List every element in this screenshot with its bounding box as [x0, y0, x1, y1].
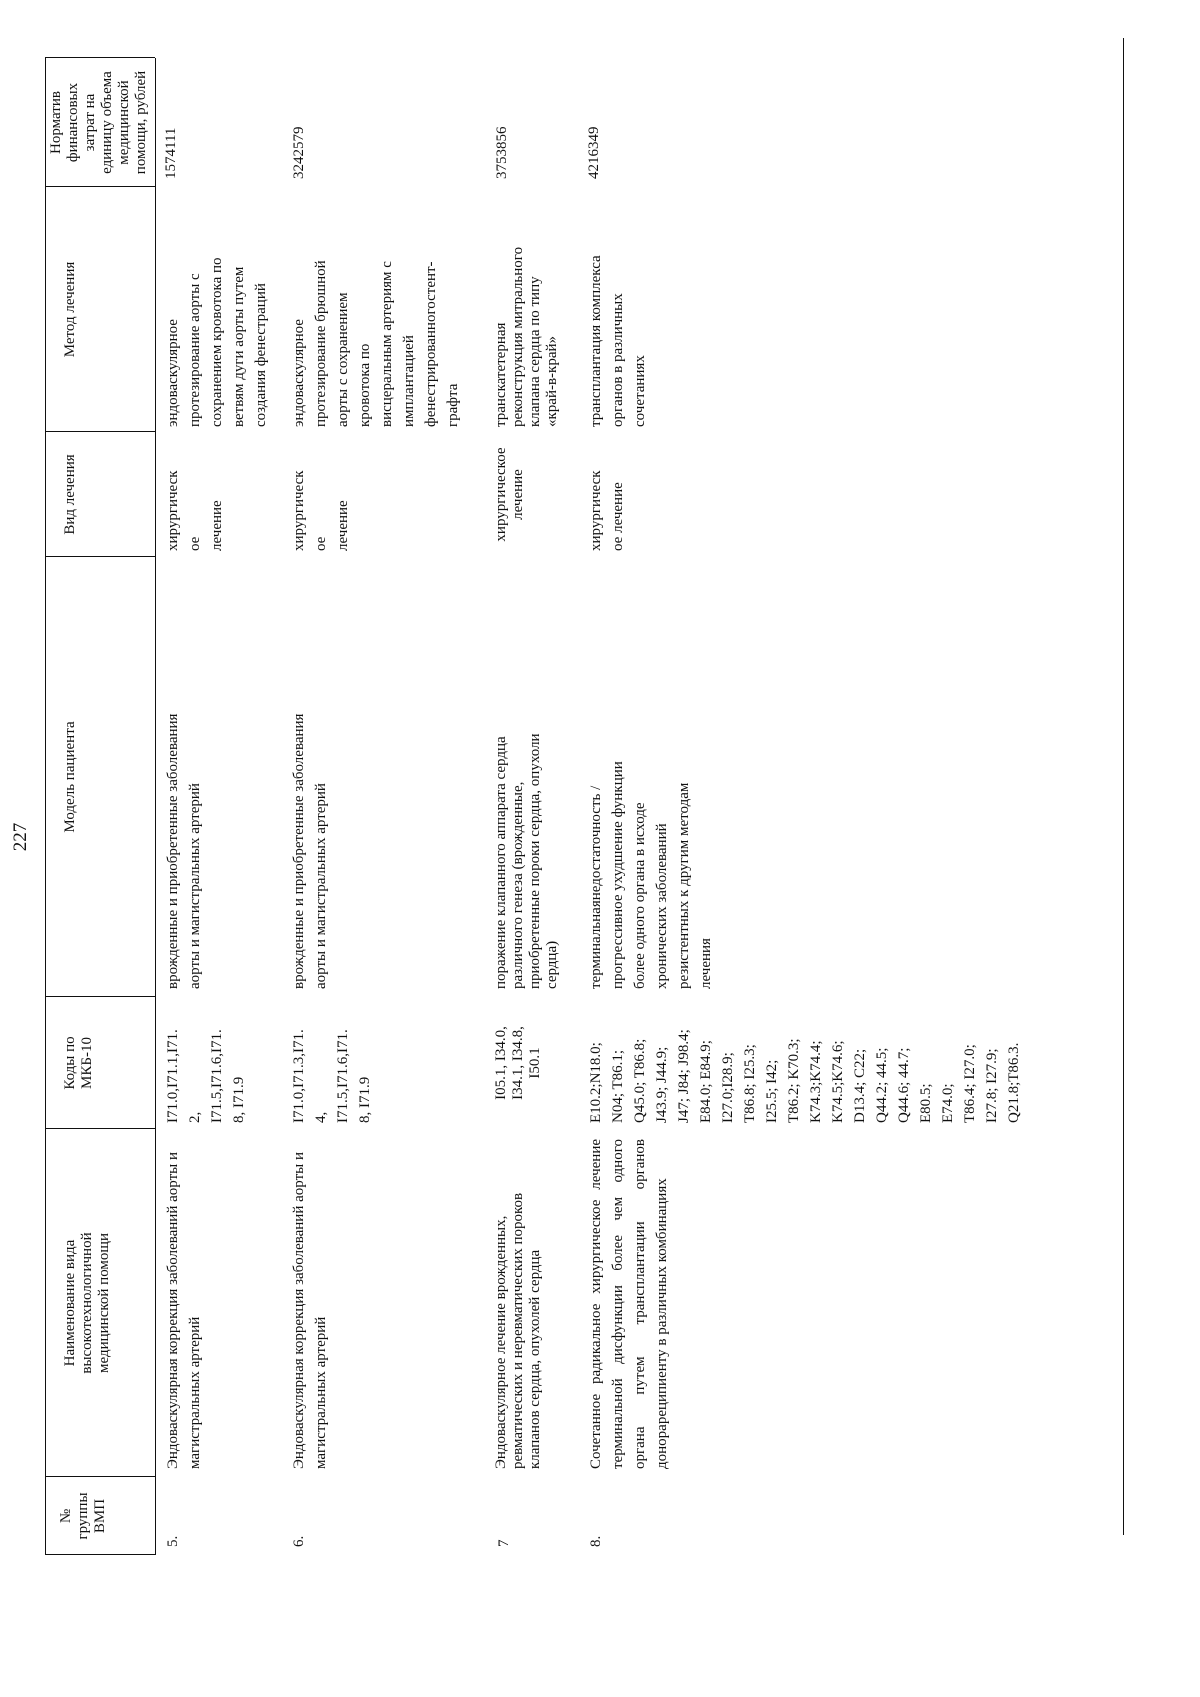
row-group-no: 7 — [496, 1539, 512, 1547]
row-method: транскатетерная реконструкция митрального клапана сердца по типу «край-в-край» — [493, 246, 560, 427]
row-norm: 4216349 — [586, 126, 602, 179]
header-bottom-line — [155, 58, 156, 1555]
header-codes: Коды по МКБ-10 — [62, 1036, 95, 1090]
row-norm: 3242579 — [291, 126, 307, 179]
row-treatment-type: хирургическ ое лечение — [588, 470, 626, 551]
header-group-no: № группы ВМП — [58, 1492, 108, 1540]
table-bottom-line — [1123, 38, 1124, 1535]
row-codes: I71.0,I71.1,I71. 2, I71.5,I71.6,I71. 8, I71.9 — [165, 1029, 247, 1123]
row-treatment-type: хирургическое лечение — [493, 447, 526, 542]
row-norm: 1574111 — [163, 127, 179, 179]
row-group-no: 6. — [291, 1535, 307, 1547]
row-codes: E10.2;N18.0; N04; T86.1; Q45.0; T86.8; J43.9; J44.9; J47; J84; J98.4; E84.0; E84.9; I27.0;I28.9; T86.8; I25.3; I25.5; I42; T86.2; K70.3; K74.3;K74.4; K74.5;K74.6; D13.4; C22; Q44.2; 44.5; Q44.6; 44.7; E80.5; E74.0; T86.4; I27.0; I27.8; I27.9; Q21.8;T86.3. — [588, 1029, 1022, 1123]
row-treatment-type: хирургическ ое лечение — [291, 470, 351, 551]
row-patient-model: врожденные и приобретенные заболевания аорты и магистральных артерий — [291, 713, 329, 989]
header-patient-model: Модель пациента — [62, 721, 78, 833]
header-norm: Норматив финансовых затрат на единицу объема медицинской помощи, рублей — [48, 70, 149, 175]
row-patient-model: поражение клапанного аппарата сердца различного генеза (врожденные, приобретенные пороки сердца, опухоли сердца) — [493, 733, 560, 989]
row-name: Сочетанное радикальное хирургическое лечение терминальной дисфункции более чем одного органа путем трансплантации органов донорареципиенту в различных комбинациях — [588, 1139, 670, 1469]
row-method: эндоваскулярное протезирование брюшной аорты с сохранением кровотока по висцеральным артериям с имплантацией фенестрированногостент- графта — [291, 260, 461, 427]
row-name: Эндоваскулярное лечение врожденных, ревматических и неревматических пороков клапанов сердца, опухолей сердца — [493, 1192, 543, 1469]
row-treatment-type: хирургическ ое лечение — [165, 470, 225, 551]
row-codes: I71.0,I71.3,I71. 4, I71.5,I71.6,I71. 8, I71.9 — [291, 1029, 373, 1123]
row-method: эндоваскулярное протезирование аорты с сохранением кровотока по ветвям дуги аорты путем создания фенестраций — [165, 257, 269, 427]
header-treatment-type: Вид лечения — [62, 454, 78, 535]
row-name: Эндоваскулярная коррекция заболеваний аорты и магистральных артерий — [291, 1152, 329, 1469]
header-name: Наименование вида высокотехнологичной медицинской помощи — [62, 1232, 112, 1374]
row-method: трансплантация комплекса органов в различных сочетаниях — [588, 255, 648, 427]
header-method: Метод лечения — [62, 261, 78, 358]
page-number: 227 — [10, 822, 31, 852]
row-norm: 3753856 — [494, 126, 510, 179]
row-group-no: 8. — [588, 1535, 604, 1547]
table-border-top — [45, 58, 46, 1555]
row-patient-model: терминальнаянедостаточность / прогрессивное ухудшение функции более одного органа в исходе хронических заболеваний резистентных к другим методам лечения — [588, 761, 714, 989]
row-name: Эндоваскулярная коррекция заболеваний аорты и магистральных артерий — [165, 1152, 203, 1469]
row-patient-model: врожденные и приобретенные заболевания аорты и магистральных артерий — [165, 713, 203, 989]
row-codes: I05.1, I34.0, I34.1, I34.8, I50.1 — [493, 1026, 543, 1100]
row-group-no: 5. — [165, 1535, 181, 1547]
